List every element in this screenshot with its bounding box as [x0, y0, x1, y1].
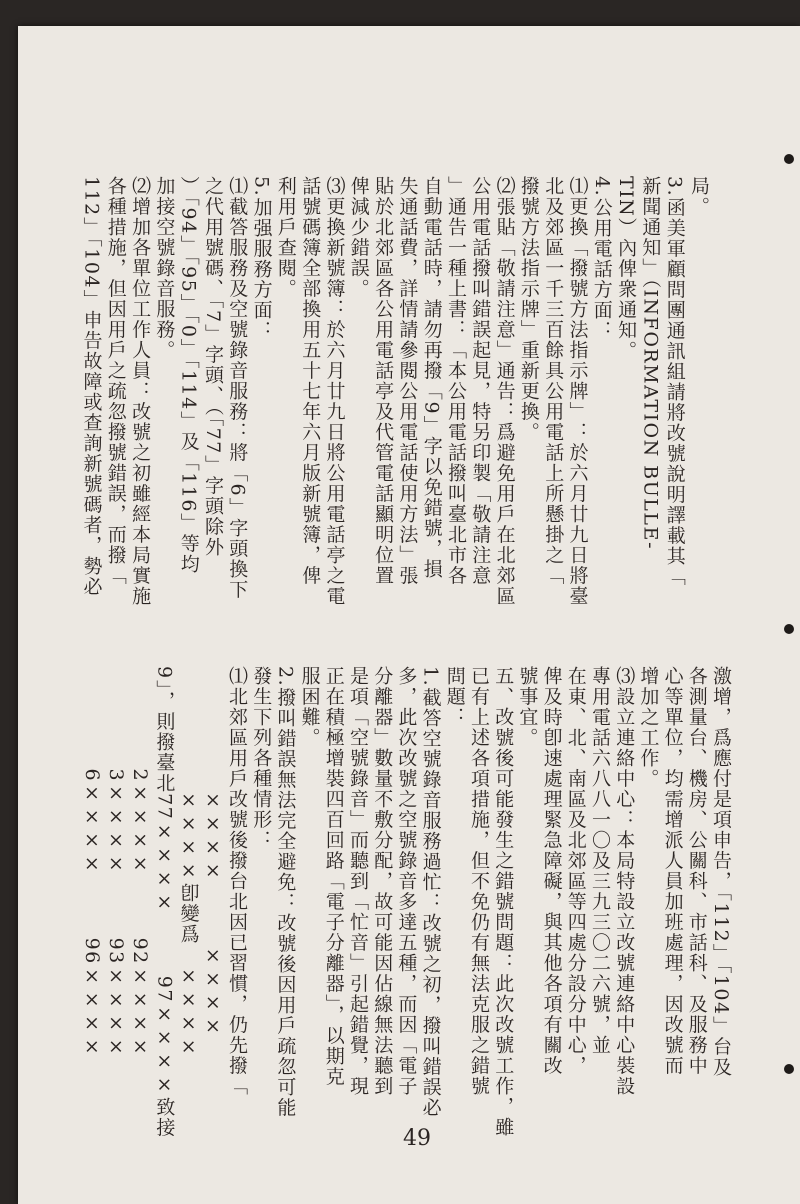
text-column: 貼於北郊區各公用電話亭及代管電話顯明位置 [372, 176, 395, 586]
text-column: ⑴截答服務及空號錄音服務：將「6」字頭換下 [226, 176, 249, 600]
text-column: 俾及時卽速處理緊急障礙，與其他各項有關改 [540, 666, 563, 1076]
text-column: 話號碼簿全部換用五十七年六月版新號簿，俾 [299, 176, 322, 586]
text-column: 增加之工作。 [637, 666, 660, 789]
text-column: 1.截答空號錄音服務過忙：改號之初，撥叫錯誤必 [419, 666, 442, 1118]
binding-hole [784, 624, 794, 634]
text-column: ⑶設立連絡中心：本局特設立改號連絡中心裝設 [613, 666, 636, 1097]
document-page [18, 26, 800, 1204]
text-column: 自動電話時，請勿再撥「9」字以免錯號，損 [420, 176, 443, 580]
text-column: 心等單位，均需增派人員加班處理，因改號而 [661, 666, 684, 1076]
binding-hole [784, 154, 794, 164]
text-column: TIN）內俾衆通知。 [615, 176, 638, 361]
text-column: ⑴北郊區用戶改號後撥台北因已習慣，仍先撥「 [226, 666, 248, 1097]
text-column: 5.加强服務方面： [250, 176, 273, 341]
text-column: ⑴更換「撥號方法指示牌」：於六月廿九日將臺 [566, 176, 589, 607]
text-column: 112」「104」申告故障或查詢新號碼者，勢必 [80, 176, 103, 597]
text-column: 2×××× 92×××× [129, 666, 152, 1059]
text-column: 是項「空號錄音」而聽到「忙音」引起錯覺，現 [347, 666, 369, 1097]
text-column: 4.公用電話方面： [590, 176, 613, 341]
text-column: 」通告一種上書：「本公用電話撥叫臺北市各 [445, 176, 467, 586]
text-column: ）「94」「95」「0」「114」及「116」等均 [177, 176, 200, 575]
text-column: 已有上述各項措施，但不免仍有無法克服之錯號 [468, 666, 490, 1097]
text-column: 局。 [688, 176, 710, 217]
text-column: 各種措施，但因用戶之疏忽撥號錯誤，而撥「 [104, 176, 127, 586]
text-column: 北及郊區一千三百餘具公用電話上所懸掛之「 [542, 176, 565, 586]
text-column: 正在積極增裝四百回路「電子分離器」，以期克 [322, 666, 345, 1087]
text-column: 激增，爲應付是項申告，「112」「104」台及 [710, 666, 732, 1078]
text-column: 加接空號錄音服務。 [153, 176, 176, 361]
page-number: 49 [403, 1126, 431, 1151]
text-column: 服困難。 [298, 666, 321, 748]
text-column: ⑵增加各單位工作人員：改號之初雖經本局實施 [129, 176, 152, 607]
text-column: 多，此次改號之空號錄音多達五種，而因「電子 [395, 666, 418, 1097]
text-column: 分離器」數量不敷分配，故可能因佔線無法聽到 [371, 666, 394, 1097]
text-column: 號事宜。 [516, 666, 539, 748]
text-column: 撥號方法指示牌」重新更換。 [517, 176, 540, 443]
text-column: 五、改號後可能發生之錯號問題：此次改號工作，雖 [492, 666, 515, 1138]
text-column: 之代用號碼、「7」字頭、（「77」字頭除外 [202, 176, 224, 558]
text-column: 2.撥叫錯誤無法完全避免：改號後因用戶疏忽可能 [274, 666, 297, 1118]
text-column: 各測量台、機房、公關科、市話科、及服務中 [685, 666, 708, 1076]
text-column: 6×××× 96×××× [80, 666, 103, 1059]
text-column: 俾減少錯誤。 [347, 176, 370, 299]
text-column: 專用電話六八八一〇及三九三〇二六號，並 [589, 666, 611, 1056]
text-column: ×××× ×××× [201, 666, 224, 1039]
text-column: 3.函美軍顧問團通訊組請將改號說明譯載其「 [663, 176, 686, 587]
text-column: ××××卽變爲 ×××× [177, 666, 200, 1059]
text-column: 新聞通知」（INFORMATION BULLE- [639, 176, 662, 551]
text-column: 公用電話撥叫錯誤起見，特另印製「敬請注意 [469, 176, 492, 586]
text-column: 在東、北、南區及北郊區等四處分設分中心， [564, 666, 587, 1076]
text-column: 問題： [443, 666, 466, 728]
binding-hole [784, 1064, 794, 1074]
text-column: 3×××× 93×××× [105, 666, 127, 1059]
text-column: 失通話費，詳情請參閱公用電話使用方法」張 [396, 176, 419, 586]
text-column: ⑵張貼「敬請注意」通告：爲避免用戶在北郊區 [493, 176, 516, 607]
text-column: 利用戶查閱。 [274, 176, 297, 299]
text-column: 9」，則撥臺北77×××× 97××××致接 [153, 666, 176, 1138]
text-column: 發生下列各種情形： [250, 666, 273, 851]
text-column: ⑶更換新號簿：於六月廿九日將公用電話亭之電 [323, 176, 346, 607]
